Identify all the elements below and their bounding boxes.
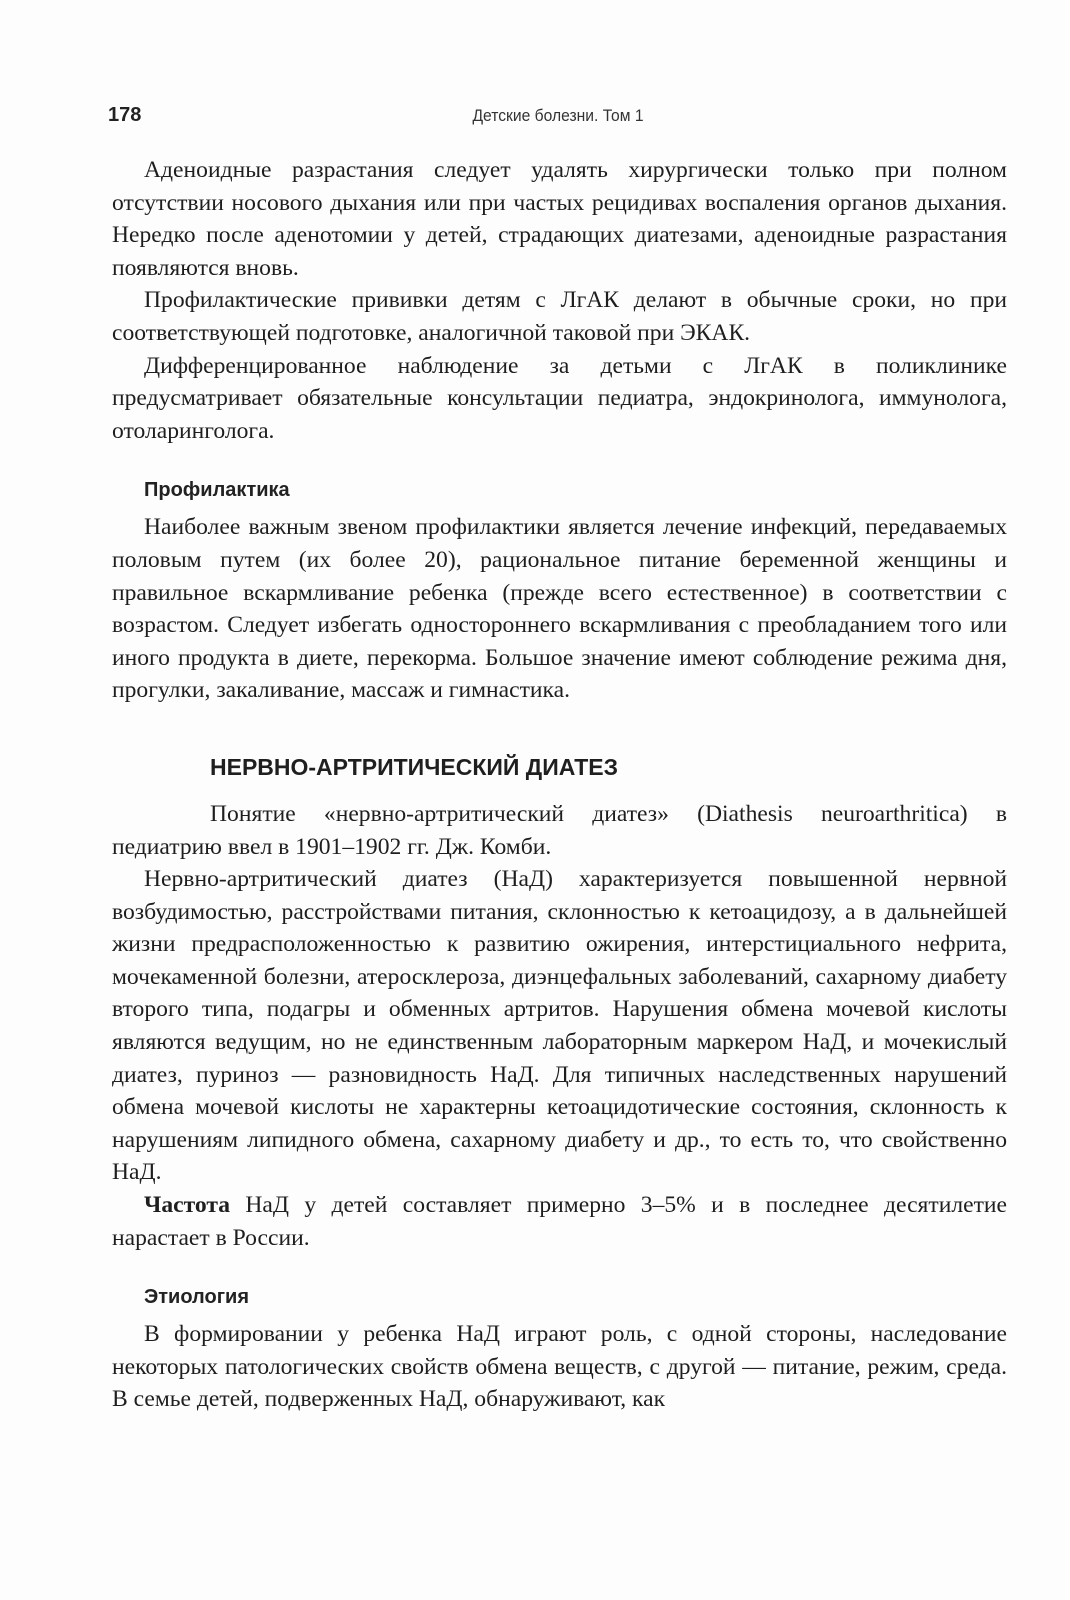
page-body: [112, 154, 1007, 1416]
paragraph-intro: Понятие «нервно-артритический диатез» (Diathesis neuroarthritica) в педиатрию ввел в 1901–1902 гг. Дж. Комби.: [112, 800, 1007, 860]
frequency-text: НаД у детей составляет примерно 3–5% и в последнее десятилетие нарастает в России.: [112, 1192, 1007, 1251]
paragraph-adenoids: Аденоидные разрастания следует удалять хирургически только при полном отсутствии носового дыхания или при частых рецидивах воспаления органов дыхания. Нередко после аденотомии у детей, страдающих диатезами, аденоидные разрастания появляются вновь.: [112, 157, 1007, 281]
paragraph-vaccinations: Профилактические прививки детям с ЛгАК делают в обычные сроки, но при соответствующей подготовке, аналогичной таковой при ЭКАК.: [112, 287, 1007, 346]
running-title: Детские болезни. Том 1: [472, 106, 644, 125]
paragraph-prophylaxis: Наиболее важным звеном профилактики является лечение инфекций, передаваемых половым путем (их более 20), рациональное питание беременной женщины и правильное вскармливание ребенка (прежде всего естественное) в соответствии с возрастом. Следует избегать одностороннего вскармливания с преобладанием того или иного продукта в диете, перекорма. Большое значение имеют соблюдение режима дня, прогулки, закаливание, массаж и гимнастика.: [112, 514, 1007, 704]
subheading-prophylaxis: Профилактика: [144, 479, 290, 502]
page-header: [108, 104, 1008, 130]
section-title: НЕРВНО-АРТРИТИЧЕСКИЙ ДИАТЕЗ: [210, 753, 618, 780]
paragraph-frequency: [112, 1189, 1007, 1254]
page-number: 178: [108, 104, 142, 126]
paragraph-observation: Дифференцированное наблюдение за детьми с ЛгАК в поликлинике предусматривает обязательные консультации педиатра, эндокринолога, иммунолога, отоларинголога.: [112, 352, 1007, 444]
paragraph-description: Нервно-артритический диатез (НаД) характеризуется повышенной нервной возбудимостью, расстройствами питания, склонностью к кетоацидозу, а в дальнейшей жизни предрасположенностью к развитию ожирения, интерстициального нефрита, мочекаменной болезни, атеросклероза, диэнцефальных заболеваний, сахарному диабету второго типа, подагры и обменных артритов. Нарушения обмена мочевой кислоты являются ведущим, но не единственным лабораторным маркером НаД, и мочекислый диатез, пуриноз — разновидность НаД. Для типичных наследственных нарушений обмена мочевой кислоты не характерны кетоацидотические состояния, склонность к нарушениям липидного обмена, сахарному диабету и др., то есть то, что свойственно НаД.: [112, 866, 1007, 1186]
paragraph-etiology: В формировании у ребенка НаД играют роль, с одной стороны, наследование некоторых патологических свойств обмена веществ, с другой — питание, режим, среда. В семье детей, подверженных НаД, обнаруживают, как: [112, 1321, 1007, 1413]
subheading-etiology: Этиология: [144, 1286, 249, 1309]
frequency-lead: Частота: [144, 1192, 231, 1219]
